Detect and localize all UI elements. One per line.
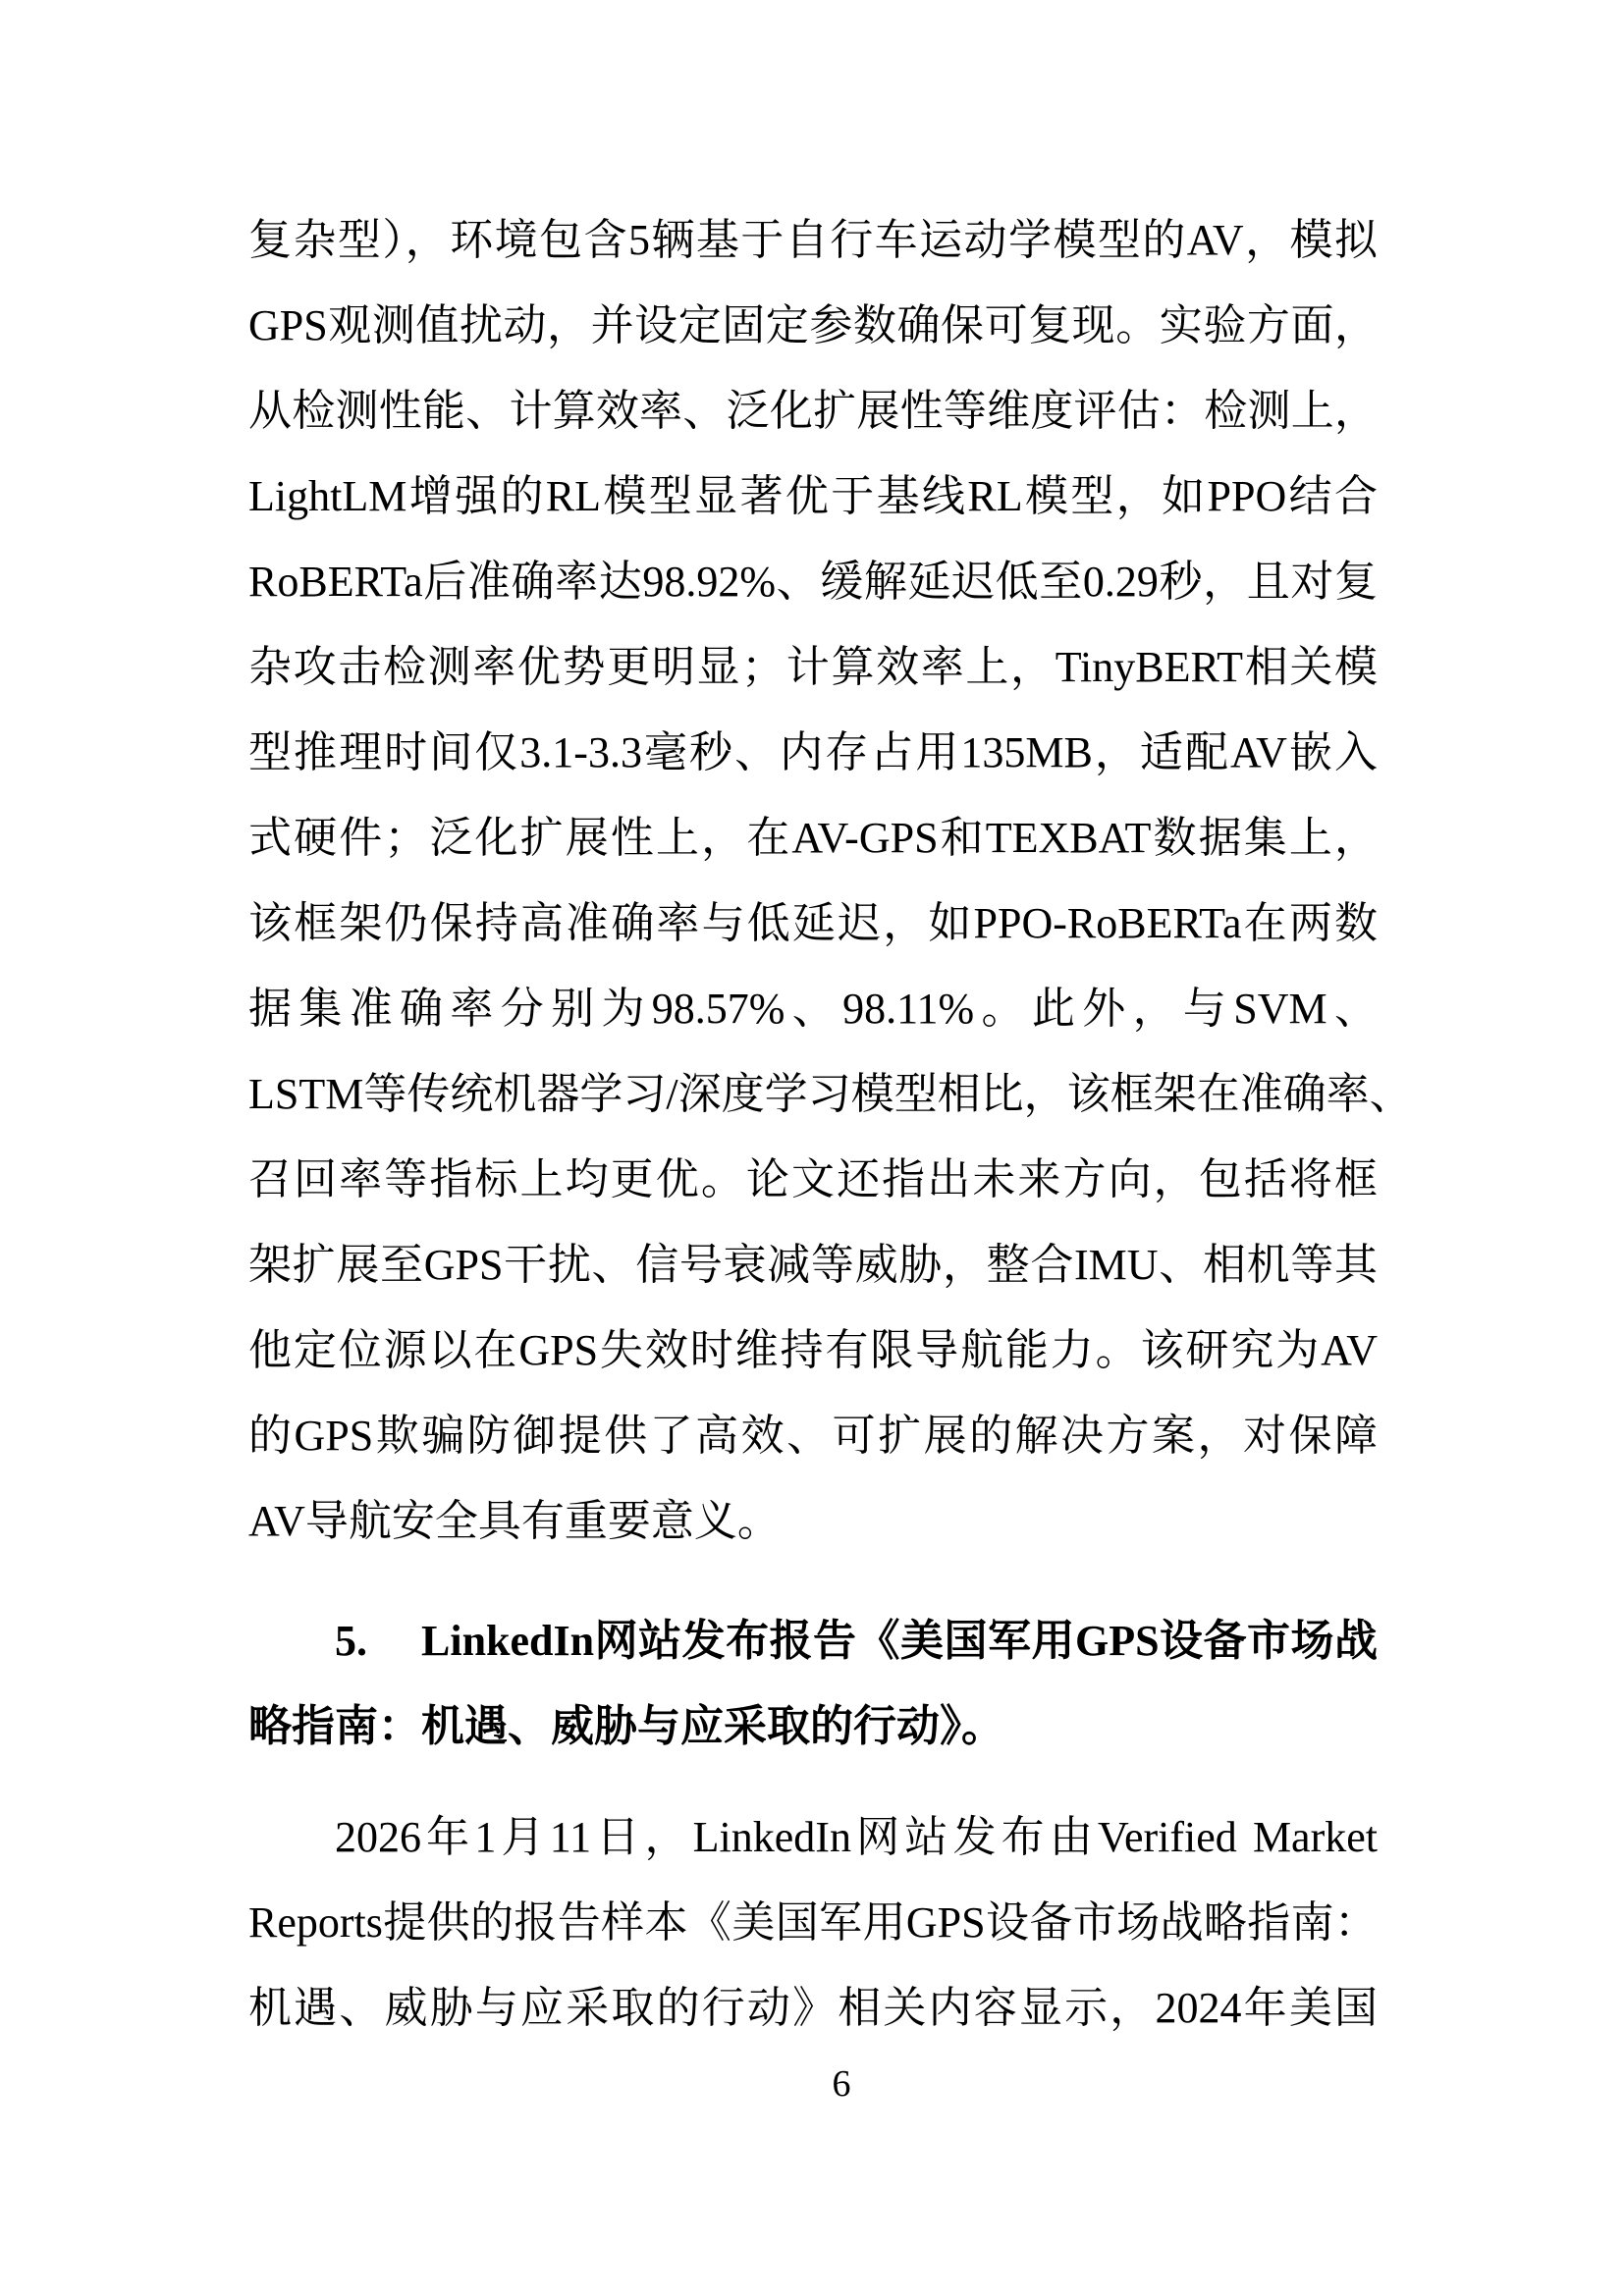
heading-line-2: 略指南：机遇、威胁与应采取的行动》。 bbox=[248, 1702, 1004, 1750]
paragraph2-line-1: 2026年1月11日，LinkedIn网站发布由Verified Market bbox=[335, 1813, 1378, 1861]
heading-number: 5. bbox=[335, 1617, 367, 1665]
paragraph1-line-12: 召回率等指标上均更优。论文还指出未来方向，包括将框 bbox=[248, 1155, 1378, 1203]
paragraph1-line-10: 据集准确率分别为98.57%、98.11%。此外，与SVM、 bbox=[248, 985, 1378, 1033]
paragraph-1 bbox=[248, 197, 1413, 1564]
paragraph1-line-3: 从检测性能、计算效率、泛化扩展性等维度评估：检测上， bbox=[248, 387, 1378, 435]
paragraph1-line-14: 他定位源以在GPS失效时维持有限导航能力。该研究为AV bbox=[248, 1326, 1378, 1374]
paragraph1-line-4: LightLM增强的RL模型显著优于基线RL模型，如PPO结合 bbox=[248, 472, 1378, 520]
paragraph1-line-1: 复杂型），环境包含5辆基于自行车运动学模型的AV，模拟 bbox=[248, 216, 1378, 264]
paragraph1-line-13: 架扩展至GPS干扰、信号衰减等威胁，整合IMU、相机等其 bbox=[248, 1241, 1378, 1289]
text-block bbox=[248, 197, 1413, 2051]
paragraph1-line-2: GPS观测值扰动，并设定固定参数确保可复现。实验方面， bbox=[248, 301, 1378, 349]
paragraph1-line-7: 型推理时间仅3.1-3.3毫秒、内存占用135MB，适配AV嵌入 bbox=[248, 728, 1378, 776]
section-heading bbox=[248, 1598, 1378, 1769]
paragraph1-line-11: LSTM等传统机器学习/深度学习模型相比，该框架在准确率、 bbox=[248, 1070, 1413, 1118]
paragraph1-line-15: 的GPS欺骗防御提供了高效、可扩展的解决方案，对保障 bbox=[248, 1412, 1378, 1460]
paragraph1-line-9: 该框架仍保持高准确率与低延迟，如PPO-RoBERTa在两数 bbox=[248, 899, 1378, 947]
paragraph2-line-2: Reports提供的报告样本《美国军用GPS设备市场战略指南： bbox=[248, 1898, 1378, 1947]
paragraph1-line-8: 式硬件；泛化扩展性上，在AV-GPS和TEXBAT数据集上， bbox=[248, 814, 1378, 862]
paragraph1-line-5: RoBERTa后准确率达98.92%、缓解延迟低至0.29秒，且对复 bbox=[248, 558, 1378, 606]
paragraph2-line-3: 机遇、威胁与应采取的行动》相关内容显示，2024年美国 bbox=[248, 1984, 1378, 2032]
paragraph-2 bbox=[248, 1794, 1378, 2051]
heading-title-part-1: LinkedIn网站发布报告《美国军用GPS设备市场战 bbox=[421, 1617, 1378, 1665]
paragraph1-line-16: AV导航安全具有重要意义。 bbox=[248, 1497, 781, 1545]
page-number: 6 bbox=[832, 2063, 851, 2105]
heading-line-1 bbox=[248, 1598, 1378, 1683]
paragraph1-line-6: 杂攻击检测率优势更明显；计算效率上，TinyBERT相关模 bbox=[248, 643, 1378, 691]
